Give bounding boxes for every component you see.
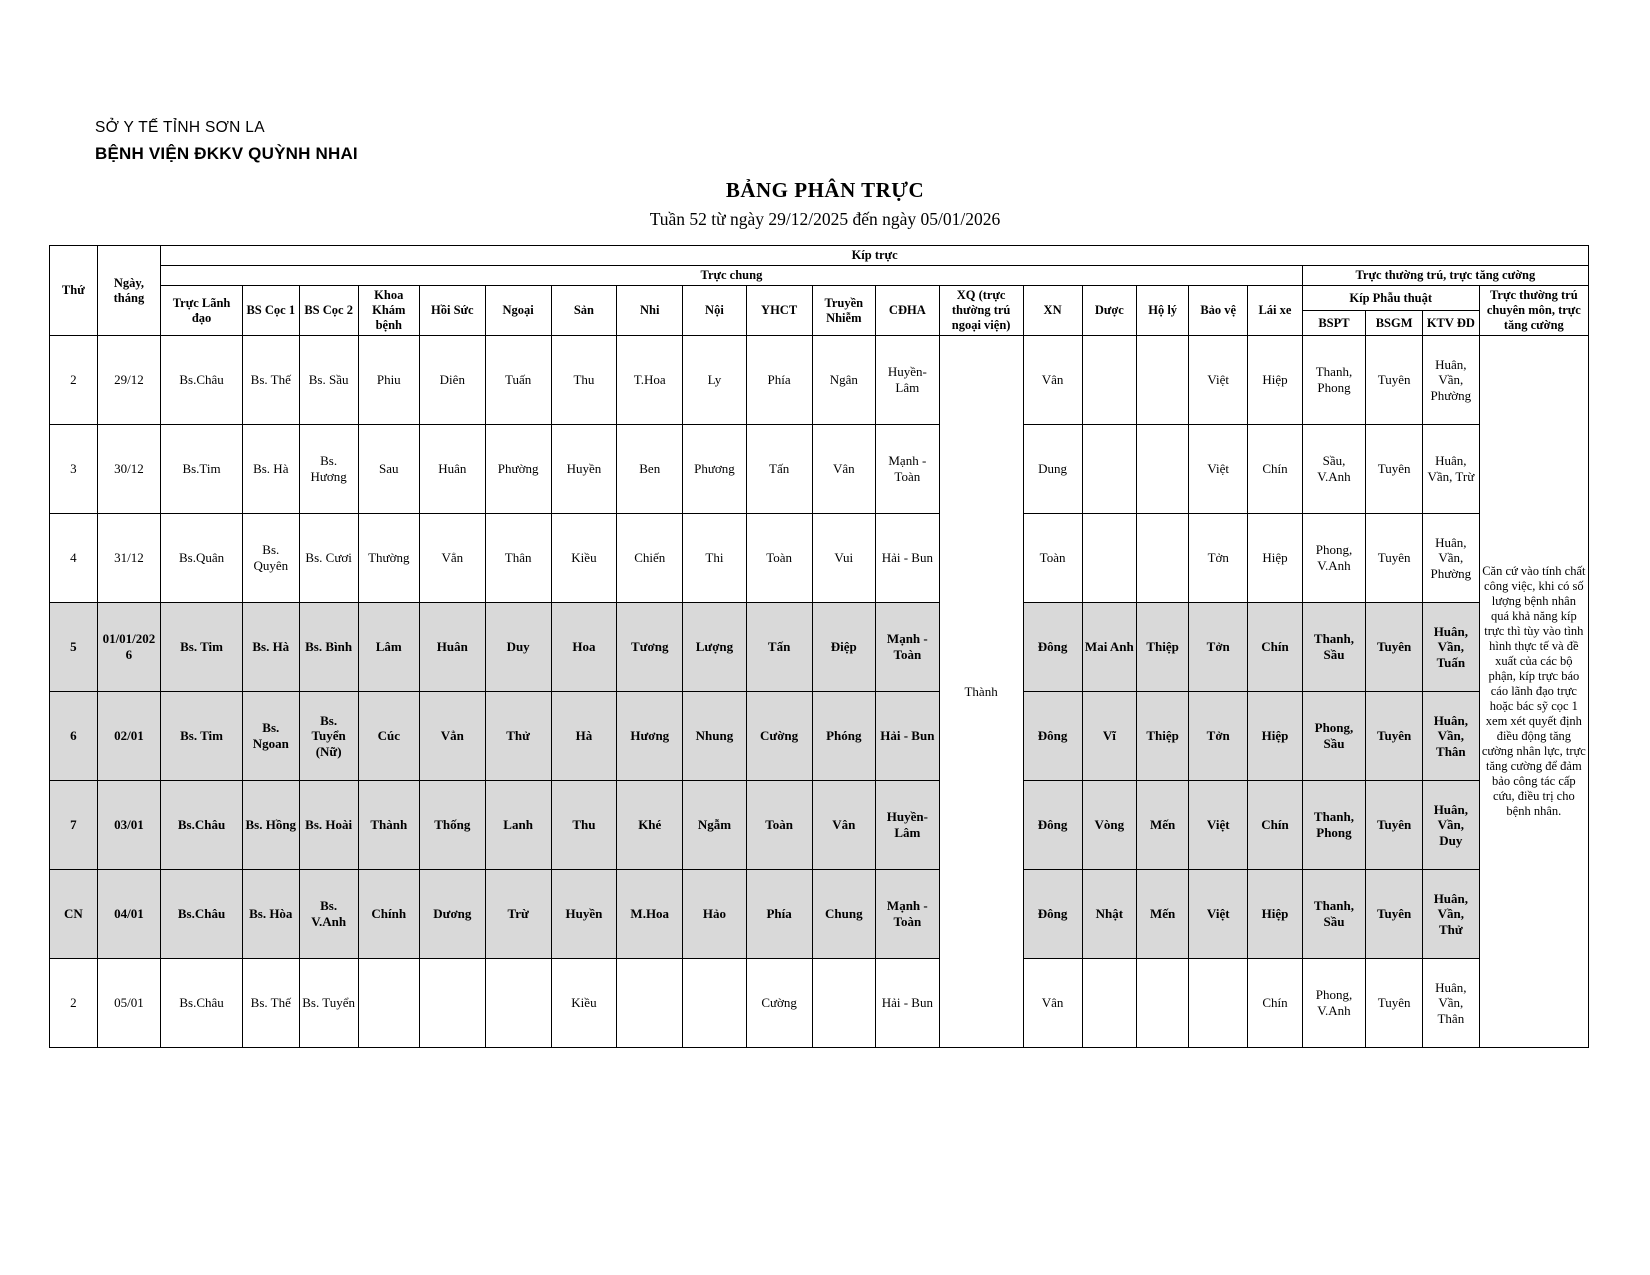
cell-san: Thu (551, 781, 617, 870)
cell-ktv-dd: Huân, Vần, Thân (1422, 959, 1479, 1048)
cell-bs-coc-1: Bs. Thế (242, 959, 299, 1048)
cell-noi: Ly (683, 336, 747, 425)
cell-thu: 6 (50, 692, 98, 781)
cell-bao-ve: Việt (1189, 781, 1248, 870)
cell-nhi: T.Hoa (617, 336, 683, 425)
document-title: BẢNG PHÂN TRỰC (725, 178, 925, 202)
duty-schedule-table (49, 245, 1589, 1048)
cell-nhi: Khé (617, 781, 683, 870)
cell-ktv-dd: Huân, Vần, Phường (1422, 336, 1479, 425)
cell-cdha: Hải - Bun (876, 514, 940, 603)
cell-note: Căn cứ vào tính chất công việc, khi có số lượng bệnh nhân quá khả năng kíp trực thì tùy vào tình hình thực tế và đề xuất của các bộ phận, kíp trực báo cáo lãnh đạo trực hoặc bác sỹ cọc 1 xem xét quyết định điều động tăng cường nhân lực, trực tăng cường để đảm bảo công tác cấp cứu, điều trị cho bệnh nhân. (1479, 336, 1588, 1048)
cell-yhct: Cường (746, 959, 812, 1048)
cell-nhi: M.Hoa (617, 870, 683, 959)
cell-bspt: Phong, V.Anh (1302, 514, 1366, 603)
cell-khoa-kham-benh (358, 959, 419, 1048)
cell-cdha: Mạnh - Toàn (876, 603, 940, 692)
cell-thu: CN (50, 870, 98, 959)
col-truyen-nhiem: Truyền Nhiễm (812, 286, 876, 336)
cell-bs-coc-1: Bs. Thế (242, 336, 299, 425)
cell-ngoai: Tuấn (485, 336, 551, 425)
cell-truyen-nhiem: Vân (812, 425, 876, 514)
cell-bsgm: Tuyên (1366, 781, 1423, 870)
cell-ngoai: Duy (485, 603, 551, 692)
cell-bspt: Thanh, Sầu (1302, 870, 1366, 959)
group-truc-thuong-tru: Trực thường trú, trực tăng cường (1302, 266, 1588, 286)
cell-truyen-nhiem: Vui (812, 514, 876, 603)
col-cdha: CĐHA (876, 286, 940, 336)
cell-ho-ly (1137, 425, 1189, 514)
header-row-group2 (50, 266, 1589, 286)
cell-hoi-suc: Diên (419, 336, 485, 425)
group-kip-truc: Kíp trực (161, 246, 1589, 266)
cell-ho-ly (1137, 336, 1189, 425)
table-row (50, 781, 1589, 870)
cell-bs-coc-2: Bs. Hương (299, 425, 358, 514)
col-lai-xe: Lái xe (1248, 286, 1302, 336)
cell-ktv-dd: Huân, Vần, Duy (1422, 781, 1479, 870)
cell-bspt: Thanh, Sầu (1302, 603, 1366, 692)
cell-lai-xe: Chín (1248, 959, 1302, 1048)
header-row-group3 (50, 286, 1589, 311)
cell-khoa-kham-benh: Phiu (358, 336, 419, 425)
col-ngoai: Ngoại (485, 286, 551, 336)
cell-ho-ly (1137, 514, 1189, 603)
cell-thu: 4 (50, 514, 98, 603)
cell-truyen-nhiem: Điệp (812, 603, 876, 692)
header-row-group1 (50, 246, 1589, 266)
cell-khoa-kham-benh: Sau (358, 425, 419, 514)
cell-noi: Phương (683, 425, 747, 514)
col-bspt: BSPT (1302, 311, 1366, 336)
cell-xn: Toàn (1023, 514, 1082, 603)
cell-xn: Đông (1023, 870, 1082, 959)
cell-bs-coc-2: Bs. Hoài (299, 781, 358, 870)
cell-hoi-suc (419, 959, 485, 1048)
cell-ktv-dd: Huân, Vần, Tuấn (1422, 603, 1479, 692)
cell-yhct: Cường (746, 692, 812, 781)
cell-nhi: Ben (617, 425, 683, 514)
cell-san: Hoa (551, 603, 617, 692)
cell-san: Hà (551, 692, 617, 781)
cell-bao-ve: Tởn (1189, 603, 1248, 692)
col-yhct: YHCT (746, 286, 812, 336)
cell-bspt: Phong, Sầu (1302, 692, 1366, 781)
cell-yhct: Phía (746, 336, 812, 425)
cell-ngoai: Trừ (485, 870, 551, 959)
cell-noi (683, 959, 747, 1048)
cell-truyen-nhiem: Chung (812, 870, 876, 959)
cell-truc-lanh-dao: Bs.Châu (161, 959, 243, 1048)
cell-bao-ve: Tởn (1189, 692, 1248, 781)
table-body (50, 336, 1589, 1048)
cell-xn: Đông (1023, 692, 1082, 781)
cell-thu: 2 (50, 336, 98, 425)
col-bao-ve: Bảo vệ (1189, 286, 1248, 336)
cell-bsgm: Tuyên (1366, 959, 1423, 1048)
cell-hoi-suc: Huân (419, 425, 485, 514)
table-row (50, 870, 1589, 959)
cell-hoi-suc: Vẳn (419, 514, 485, 603)
cell-noi: Hảo (683, 870, 747, 959)
cell-lai-xe: Hiệp (1248, 692, 1302, 781)
col-bsgm: BSGM (1366, 311, 1423, 336)
cell-lai-xe: Chín (1248, 781, 1302, 870)
cell-nhi: Hương (617, 692, 683, 781)
col-hoi-suc: Hồi Sức (419, 286, 485, 336)
col-bs-coc-2: BS Cọc 2 (299, 286, 358, 336)
cell-bspt: Thanh, Phong (1302, 781, 1366, 870)
cell-khoa-kham-benh: Thành (358, 781, 419, 870)
cell-khoa-kham-benh: Thường (358, 514, 419, 603)
cell-san: Kiều (551, 514, 617, 603)
cell-noi: Lượng (683, 603, 747, 692)
cell-ktv-dd: Huân, Vần, Trừ (1422, 425, 1479, 514)
cell-truc-lanh-dao: Bs. Tim (161, 603, 243, 692)
cell-duoc (1082, 514, 1136, 603)
cell-duoc: Mai Anh (1082, 603, 1136, 692)
cell-noi: Ngẫm (683, 781, 747, 870)
cell-yhct: Phía (746, 870, 812, 959)
cell-ngay-thang: 31/12 (97, 514, 161, 603)
cell-ngay-thang: 01/01/2026 (97, 603, 161, 692)
table-row (50, 603, 1589, 692)
cell-lai-xe: Chín (1248, 425, 1302, 514)
cell-khoa-kham-benh: Chính (358, 870, 419, 959)
cell-nhi: Chiến (617, 514, 683, 603)
cell-yhct: Toàn (746, 514, 812, 603)
cell-bs-coc-1: Bs. Ngoan (242, 692, 299, 781)
cell-hoi-suc: Vẳn (419, 692, 485, 781)
cell-thu: 3 (50, 425, 98, 514)
cell-duoc (1082, 336, 1136, 425)
cell-truc-lanh-dao: Bs.Quân (161, 514, 243, 603)
cell-ho-ly: Mến (1137, 870, 1189, 959)
cell-bs-coc-1: Bs. Hồng (242, 781, 299, 870)
cell-thu: 5 (50, 603, 98, 692)
col-bs-coc-1: BS Cọc 1 (242, 286, 299, 336)
cell-ho-ly (1137, 959, 1189, 1048)
cell-ho-ly: Mến (1137, 781, 1189, 870)
cell-duoc: Vòng (1082, 781, 1136, 870)
cell-bs-coc-2: Bs. Sầu (299, 336, 358, 425)
cell-truc-lanh-dao: Bs. Tim (161, 692, 243, 781)
cell-bsgm: Tuyên (1366, 603, 1423, 692)
cell-bs-coc-1: Bs. Quyên (242, 514, 299, 603)
cell-bs-coc-1: Bs. Hà (242, 425, 299, 514)
table-row (50, 425, 1589, 514)
cell-cdha: Huyền-Lâm (876, 781, 940, 870)
col-ngay-thang: Ngày, tháng (97, 246, 161, 336)
cell-yhct: Tấn (746, 603, 812, 692)
cell-bsgm: Tuyên (1366, 870, 1423, 959)
table-row (50, 959, 1589, 1048)
cell-truyen-nhiem (812, 959, 876, 1048)
cell-ngay-thang: 03/01 (97, 781, 161, 870)
organization-header (95, 118, 358, 166)
cell-bs-coc-1: Bs. Hà (242, 603, 299, 692)
cell-bao-ve: Tởn (1189, 514, 1248, 603)
cell-duoc (1082, 959, 1136, 1048)
cell-xn: Vân (1023, 959, 1082, 1048)
cell-bspt: Thanh, Phong (1302, 336, 1366, 425)
table-row (50, 336, 1589, 425)
cell-bao-ve (1189, 959, 1248, 1048)
cell-xn: Đông (1023, 781, 1082, 870)
cell-ngay-thang: 04/01 (97, 870, 161, 959)
cell-bsgm: Tuyên (1366, 692, 1423, 781)
department-name: SỞ Y TẾ TỈNH SƠN LA (95, 119, 265, 136)
cell-san: Thu (551, 336, 617, 425)
cell-cdha: Mạnh - Toàn (876, 870, 940, 959)
cell-ngoai (485, 959, 551, 1048)
cell-hoi-suc: Thống (419, 781, 485, 870)
cell-ktv-dd: Huân, Vần, Phường (1422, 514, 1479, 603)
cell-truc-lanh-dao: Bs.Tim (161, 425, 243, 514)
col-khoa-kham-benh: Khoa Khám bệnh (358, 286, 419, 336)
col-san: Sản (551, 286, 617, 336)
cell-cdha: Hải - Bun (876, 692, 940, 781)
cell-bao-ve: Việt (1189, 870, 1248, 959)
cell-bs-coc-2: Bs. Cươi (299, 514, 358, 603)
cell-hoi-suc: Huân (419, 603, 485, 692)
col-xq: XQ (trực thường trú ngoại viện) (939, 286, 1023, 336)
cell-san: Huyền (551, 870, 617, 959)
cell-bspt: Sầu, V.Anh (1302, 425, 1366, 514)
cell-truyen-nhiem: Vân (812, 781, 876, 870)
document-subtitle: Tuần 52 từ ngày 29/12/2025 đến ngày 05/01/2026 (649, 209, 1001, 229)
cell-bao-ve: Việt (1189, 336, 1248, 425)
cell-hoi-suc: Dương (419, 870, 485, 959)
cell-yhct: Toàn (746, 781, 812, 870)
cell-xn: Vân (1023, 336, 1082, 425)
cell-truc-lanh-dao: Bs.Châu (161, 870, 243, 959)
cell-ngoai: Thân (485, 514, 551, 603)
col-truc-lanh-dao: Trực Lãnh đạo (161, 286, 243, 336)
cell-lai-xe: Chín (1248, 603, 1302, 692)
title-block (0, 178, 1650, 230)
group-truc-thuong-tru-chuyen-mon: Trực thường trú chuyên môn, trực tăng cường (1479, 286, 1588, 336)
cell-truyen-nhiem: Phóng (812, 692, 876, 781)
cell-xn: Đông (1023, 603, 1082, 692)
cell-cdha: Huyền-Lâm (876, 336, 940, 425)
cell-cdha: Hải - Bun (876, 959, 940, 1048)
hospital-name: BỆNH VIỆN ĐKKV QUỲNH NHAI (95, 143, 358, 163)
cell-cdha: Mạnh - Toàn (876, 425, 940, 514)
cell-bsgm: Tuyên (1366, 425, 1423, 514)
col-thu: Thứ (50, 246, 98, 336)
cell-bs-coc-2: Bs. Bình (299, 603, 358, 692)
cell-ho-ly: Thiệp (1137, 692, 1189, 781)
cell-truc-lanh-dao: Bs.Châu (161, 336, 243, 425)
cell-bspt: Phong, V.Anh (1302, 959, 1366, 1048)
cell-xn: Dung (1023, 425, 1082, 514)
cell-bsgm: Tuyên (1366, 514, 1423, 603)
col-noi: Nội (683, 286, 747, 336)
table-row (50, 692, 1589, 781)
cell-truc-lanh-dao: Bs.Châu (161, 781, 243, 870)
cell-bsgm: Tuyên (1366, 336, 1423, 425)
cell-xq: Thành (939, 336, 1023, 1048)
cell-duoc: Nhật (1082, 870, 1136, 959)
cell-truyen-nhiem: Ngân (812, 336, 876, 425)
cell-duoc (1082, 425, 1136, 514)
cell-bao-ve: Việt (1189, 425, 1248, 514)
cell-nhi: Tương (617, 603, 683, 692)
cell-san: Kiều (551, 959, 617, 1048)
cell-noi: Nhung (683, 692, 747, 781)
col-duoc: Dược (1082, 286, 1136, 336)
cell-thu: 7 (50, 781, 98, 870)
cell-ho-ly: Thiệp (1137, 603, 1189, 692)
col-xn: XN (1023, 286, 1082, 336)
cell-ngoai: Thử (485, 692, 551, 781)
cell-lai-xe: Hiệp (1248, 514, 1302, 603)
group-kip-phau-thuat: Kíp Phẫu thuật (1302, 286, 1479, 311)
cell-ngoai: Phường (485, 425, 551, 514)
col-nhi: Nhi (617, 286, 683, 336)
cell-ngay-thang: 30/12 (97, 425, 161, 514)
table-row (50, 514, 1589, 603)
cell-bs-coc-2: Bs. Tuyển (Nữ) (299, 692, 358, 781)
cell-lai-xe: Hiệp (1248, 336, 1302, 425)
cell-ngay-thang: 29/12 (97, 336, 161, 425)
cell-khoa-kham-benh: Cúc (358, 692, 419, 781)
group-truc-chung: Trực chung (161, 266, 1303, 286)
cell-thu: 2 (50, 959, 98, 1048)
cell-ktv-dd: Huân, Vần, Thân (1422, 692, 1479, 781)
cell-duoc: Vĩ (1082, 692, 1136, 781)
col-ktv-dd: KTV ĐD (1422, 311, 1479, 336)
col-ho-ly: Hộ lý (1137, 286, 1189, 336)
table-header (50, 246, 1589, 336)
cell-khoa-kham-benh: Lâm (358, 603, 419, 692)
cell-ngoai: Lanh (485, 781, 551, 870)
cell-nhi (617, 959, 683, 1048)
cell-bs-coc-1: Bs. Hòa (242, 870, 299, 959)
cell-yhct: Tấn (746, 425, 812, 514)
cell-lai-xe: Hiệp (1248, 870, 1302, 959)
cell-ktv-dd: Huân, Vần, Thử (1422, 870, 1479, 959)
cell-ngay-thang: 02/01 (97, 692, 161, 781)
cell-noi: Thi (683, 514, 747, 603)
cell-ngay-thang: 05/01 (97, 959, 161, 1048)
cell-bs-coc-2: Bs. V.Anh (299, 870, 358, 959)
cell-bs-coc-2: Bs. Tuyển (299, 959, 358, 1048)
cell-san: Huyền (551, 425, 617, 514)
